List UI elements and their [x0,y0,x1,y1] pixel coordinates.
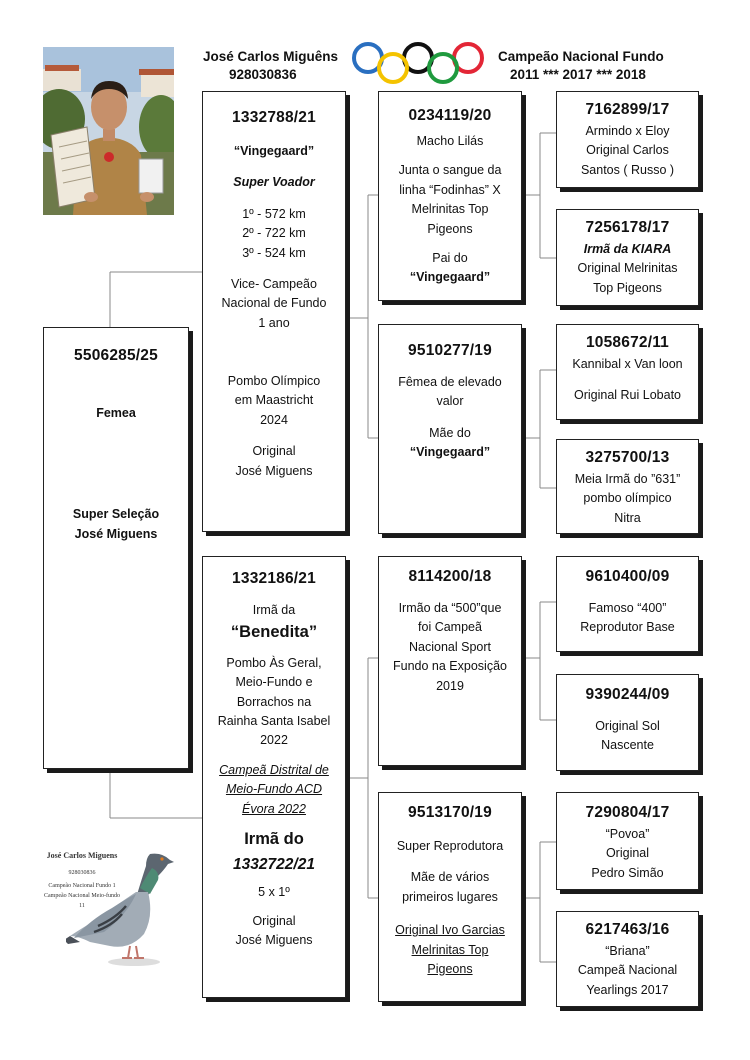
sire-original: Original [252,444,296,459]
stamp-line-1: 928030836 [68,869,96,876]
dam-sire-line-5: 2019 [436,678,464,693]
dam-card [202,556,346,998]
gg-card-6 [556,674,699,771]
dam-sire-ring: 8114200/18 [408,568,492,585]
gg-1-line-3: Santos ( Russo ) [580,162,675,177]
gg-ring-5: 9610400/09 [585,568,670,585]
dam-sibling-label: Irmã do [244,829,304,848]
dam-champion-3: Évora 2022 [242,801,306,816]
gg-2-line-1: Irmã da KIARA [583,242,672,257]
gg-4-line-2: pombo olímpico [583,491,672,506]
dam-dam-origin-2: Melrinitas Top [411,942,489,957]
dam-champion-1: Campeã Distrital de [219,762,329,777]
sire-result-1: 1º - 572 km [242,206,306,221]
sire-sire-blood-3: Melrinitas Top [411,202,489,217]
gg-1-line-1: Armindo x Eloy [585,124,670,139]
dam-sister-of: Irmã da [252,603,296,618]
gg-8-line-2: Campeã Nacional [577,963,678,978]
subject-line2: José Miguens [74,526,158,541]
sire-name: “Vingegaard” [233,144,315,159]
dam-sister-name: “Benedita” [230,623,318,642]
sire-card [202,91,346,532]
dam-sire-line-3: Nacional Sport [409,639,491,654]
sire-olympic-2: em Maastricht [234,393,314,408]
champion-title: Campeão Nacional Fundo [498,49,664,64]
dam-prize-1: Pombo Às Geral, [226,655,322,670]
dam-wins: 5 x 1º [258,884,290,899]
gg-6-line-2: Nascente [601,738,654,753]
sire-sire-father-of: Pai do [432,250,468,265]
sire-olympic-3: 2024 [260,412,288,427]
subject-card [43,327,189,769]
sire-dam-desc-2: valor [436,394,464,409]
dam-prize-5: 2022 [260,733,288,748]
sire-sire-ring: 0234119/20 [408,107,492,124]
subject-ring: 5506285/25 [74,347,158,364]
sire-dam-card [378,324,522,534]
dam-dam-ring: 9513170/19 [408,804,492,821]
gg-3-line-1: Kannibal x Van loon [572,357,683,372]
dam-prize-3: Borrachos na [236,694,312,709]
dam-champion-2: Meio-Fundo ACD [225,782,323,797]
gg-card-4 [556,439,699,534]
gg-card-8 [556,911,699,1007]
dam-ring: 1332186/21 [232,570,316,587]
dam-original-name: José Miguens [235,933,313,948]
dam-dam-mother-2: primeiros lugares [402,889,498,904]
dam-dam-origin-3: Pigeons [427,961,473,976]
sire-award-3: 1 ano [258,315,290,330]
sire-sire-father-name: “Vingegaard” [409,270,491,285]
dam-dam-origin-1: Original Ivo Garcias [395,923,505,938]
gg-ring-1: 7162899/17 [585,101,670,118]
gg-ring-7: 7290804/17 [585,804,670,821]
gg-8-line-1: “Briana” [605,944,650,959]
gg-5-line-1: Famoso “400” [588,601,667,616]
stamp-line-2: Campeão Nacional Fundo 1 [48,883,116,890]
sire-dam-mother-name: “Vingegaard” [409,445,491,460]
gg-4-line-3: Nitra [614,510,641,525]
dam-dam-card [378,792,522,1002]
dam-dam-mother-1: Mãe de vários [410,870,490,885]
sire-result-2: 2º - 722 km [242,226,306,241]
stamp-name: José Carlos Miguens [46,851,118,860]
gg-7-line-3: Pedro Simão [591,865,664,880]
sire-award-1: Vice- Campeão [231,276,317,291]
gg-7-line-1: “Povoa” [605,827,650,842]
sire-original-name: José Miguens [235,463,313,478]
sire-sire-blood-2: linha “Fodinhas” X [399,182,501,197]
pigeon-illustration [66,846,178,970]
gg-6-line-1: Original Sol [595,719,660,734]
sire-olympic-1: Pombo Olímpico [227,374,321,389]
stamp-line-3: Campeão Nacional Meio-fundo 11 [44,892,120,909]
gg-card-3 [556,324,699,420]
breeder-photo [43,47,174,215]
gg-ring-2: 7256178/17 [585,219,670,236]
sire-dam-ring: 9510277/19 [408,342,492,359]
gg-4-line-1: Meia Irmã do ”631” [574,472,681,487]
gg-5-line-2: Reprodutor Base [580,620,675,635]
gg-ring-3: 1058672/11 [585,334,670,351]
gg-1-line-2: Original Carlos [586,143,669,158]
subject-line1: Super Seleção [72,507,160,522]
gg-card-1 [556,91,699,188]
dam-prize-2: Meio-Fundo e [235,675,313,690]
dam-sire-line-2: foi Campeã [418,620,482,635]
gg-ring-4: 3275700/13 [585,449,670,466]
dam-dam-line-1: Super Reprodutora [396,839,504,854]
sire-sire-desc: Macho Lilás [416,134,484,149]
dam-sibling-ring: 1332722/21 [233,855,315,873]
gg-2-line-2: Original Melrinitas [577,261,678,276]
sire-award-2: Nacional de Fundo [221,296,327,311]
sire-sire-blood-4: Pigeons [427,221,473,236]
breeder-phone: 928030836 [229,66,297,82]
sire-dam-mother-of: Mãe do [429,425,471,440]
dam-sire-line-4: Fundo na Exposição [393,659,507,674]
dam-sire-card [378,556,522,766]
gg-ring-6: 9390244/09 [585,686,670,703]
gg-card-7 [556,792,699,890]
sire-sire-card [378,91,522,301]
sire-ring: 1332788/21 [232,109,316,126]
dam-sire-line-1: Irmão da “500”que [398,601,502,616]
subject-sex: Femea [96,406,136,421]
sire-dam-desc-1: Fêmea de elevado [398,375,502,390]
sire-result-3: 3º - 524 km [242,245,306,260]
gg-8-line-3: Yearlings 2017 [586,982,669,997]
gg-2-line-3: Top Pigeons [593,280,662,295]
breeder-name: José Carlos Miguêns [203,49,339,64]
gg-ring-8: 6217463/16 [585,921,670,938]
olympic-rings-logo [346,42,490,84]
gg-card-5 [556,556,699,652]
gg-7-line-2: Original [605,846,650,861]
champion-years: 2011 *** 2017 *** 2018 [510,66,646,82]
sire-sire-blood-1: Junta o sangue da [398,163,502,178]
gg-3-line-2: Original Rui Lobato [573,388,681,403]
dam-original: Original [252,913,296,928]
sire-title: Super Voador [233,175,315,190]
dam-prize-4: Rainha Santa Isabel [217,714,331,729]
gg-card-2 [556,209,699,306]
